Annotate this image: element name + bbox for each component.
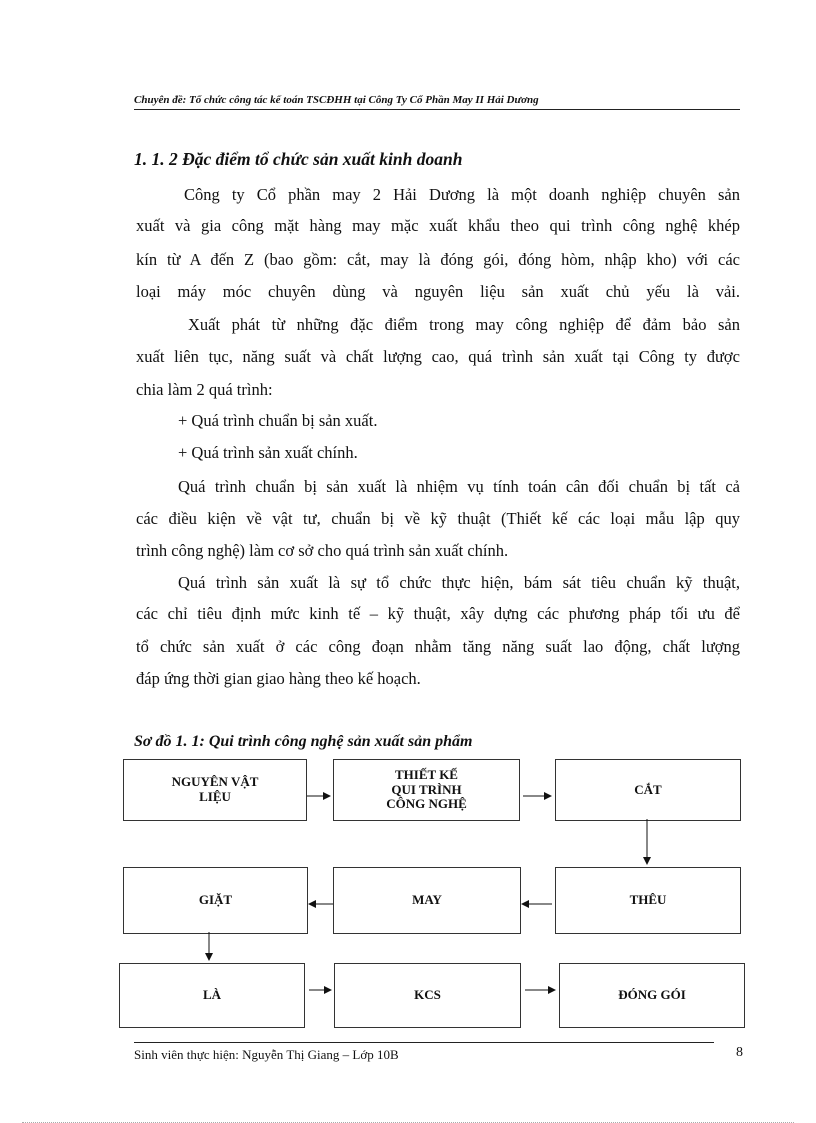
diagram-caption: Sơ đồ 1. 1: Qui trình công nghệ sản xuất sản phẩm (134, 733, 473, 750)
paragraph-line: các điều kiện về vật tư, chuẩn bị về kỹ thuật (Thiết kế các loại mẫu lập quy (136, 509, 740, 528)
paragraph-line: Quá trình sản xuất là sự tổ chức thực hiện, bám sát tiêu chuẩn kỹ thuật, (178, 573, 740, 592)
box-theu: THÊU (555, 867, 741, 934)
paragraph-line: trình công nghệ) làm cơ sở cho quá trình sản xuất chính. (136, 541, 509, 560)
box-cat: CẮT (555, 759, 741, 821)
paragraph-line: loại máy móc chuyên dùng và nguyên liệu sản xuất chủ yếu là vải. (136, 282, 740, 301)
box-thiet-ke: THIẾT KẾ QUI TRÌNH CÔNG NGHỆ (333, 759, 520, 821)
paragraph-line: Công ty Cổ phần may 2 Hải Dương là một doanh nghiệp chuyên sản (184, 185, 740, 204)
paragraph-line: kín từ A đến Z (bao gồm: cắt, may là đóng gói, đóng hòm, nhập kho) với các (136, 250, 740, 269)
box-nguyen-vat-lieu: NGUYÊN VẬT LIỆU (123, 759, 307, 821)
paragraph-line: đáp ứng thời gian giao hàng theo kế hoạch. (136, 669, 421, 688)
paragraph-line: Quá trình chuẩn bị sản xuất là nhiệm vụ tính toán cân đối chuẩn bị tất cả (178, 477, 740, 496)
footer-rule (134, 1042, 714, 1043)
box-la: LÀ (119, 963, 305, 1028)
bullet-line: + Quá trình chuẩn bị sản xuất. (178, 411, 378, 430)
box-giat: GIẶT (123, 867, 308, 934)
page-number: 8 (736, 1045, 743, 1060)
box-dong-goi: ĐÓNG GÓI (559, 963, 745, 1028)
paragraph-line: Xuất phát từ những đặc điểm trong may công nghiệp để đảm bảo sản (188, 315, 740, 334)
box-kcs: KCS (334, 963, 521, 1028)
paragraph-line: chia làm 2 quá trình: (136, 380, 273, 399)
paragraph-line: các chỉ tiêu định mức kinh tế – kỹ thuật, xây dựng các phương pháp tối ưu để (136, 604, 740, 623)
paragraph-line: xuất và gia công mặt hàng may mặc xuất khẩu theo qui trình công nghệ khép (136, 216, 740, 235)
box-may: MAY (333, 867, 521, 934)
bullet-line: + Quá trình sản xuất chính. (178, 443, 358, 462)
page-header-title: Chuyên đề: Tổ chức công tác kế toán TSCĐHH tại Công Ty Cổ Phần May II Hải Dương (134, 94, 539, 106)
paragraph-line: xuất liên tục, năng suất và chất lượng cao, quá trình sản xuất tại Công ty được (136, 347, 740, 366)
paragraph-line: tổ chức sản xuất ở các công đoạn nhằm tăng năng suất lao động, chất lượng (136, 637, 740, 656)
footer-text: Sinh viên thực hiện: Nguyễn Thị Giang – Lớp 10B (134, 1047, 399, 1062)
section-heading: 1. 1. 2 Đặc điểm tổ chức sản xuất kinh doanh (134, 149, 463, 169)
